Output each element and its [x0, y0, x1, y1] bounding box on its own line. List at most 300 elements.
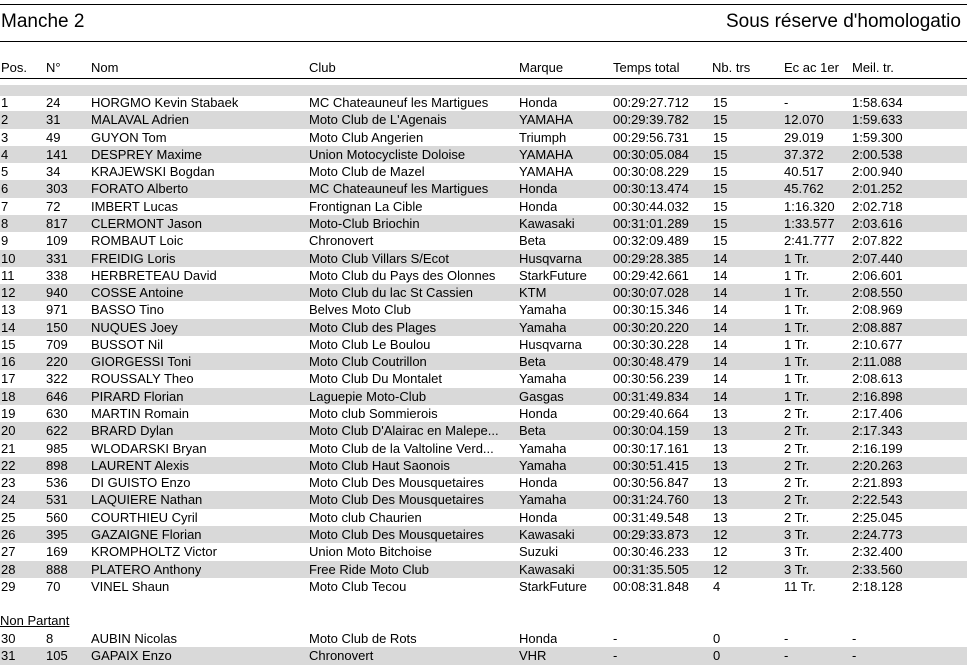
table-row	[0, 301, 967, 318]
cell-marque: StarkFuture	[519, 578, 587, 594]
non-partant-label: Non Partant	[0, 613, 70, 628]
cell-pos: 6	[1, 181, 9, 197]
cell-club: Moto Club Du Montalet	[309, 371, 442, 387]
cell-temps: 00:31:49.548	[613, 509, 689, 525]
cell-ecart: 2:41.777	[784, 233, 835, 249]
cell-meil: 2:08.550	[852, 285, 903, 301]
cell-ecart: 1 Tr.	[784, 250, 810, 266]
cell-num: 220	[46, 354, 68, 370]
cell-meil: 2:03.616	[852, 215, 903, 231]
cell-marque: Yamaha	[519, 371, 567, 387]
cell-trs: 0	[713, 631, 721, 646]
cell-meil: 2:08.887	[852, 319, 903, 335]
cell-pos: 20	[1, 423, 16, 439]
cell-temps: 00:29:42.661	[613, 267, 689, 283]
cell-meil: 2:08.969	[852, 302, 903, 318]
cell-num: 622	[46, 423, 68, 439]
cell-meil: 2:08.613	[852, 371, 903, 387]
cell-marque: Yamaha	[519, 302, 567, 318]
cell-marque: Yamaha	[519, 492, 567, 508]
cell-nom: NUQUES Joey	[91, 319, 178, 335]
table-row	[0, 180, 967, 197]
cell-temps: 00:30:46.233	[613, 544, 689, 560]
cell-meil: 1:59.300	[852, 129, 903, 145]
cell-meil: 2:25.045	[852, 509, 903, 525]
cell-marque: VHR	[519, 648, 547, 664]
cell-trs: 12	[713, 544, 728, 560]
cell-marque: YAMAHA	[519, 112, 573, 128]
cell-temps: 00:30:15.346	[613, 302, 689, 318]
cell-trs: 14	[713, 388, 728, 404]
cell-nom: KRAJEWSKI Bogdan	[91, 164, 215, 180]
cell-trs: 4	[713, 578, 721, 594]
cell-ecart: 37.372	[784, 146, 824, 162]
cell-trs: 13	[713, 440, 728, 456]
cell-num: 109	[46, 233, 68, 249]
cell-nom: LAURENT Alexis	[91, 457, 190, 473]
cell-club: Moto Club de L'Agenais	[309, 112, 447, 128]
cell-marque: YAMAHA	[519, 164, 573, 180]
cell-num: 303	[46, 181, 68, 197]
cell-num: 31	[46, 112, 61, 128]
cell-pos: 27	[1, 544, 16, 560]
homologation-note: Sous réserve d'homologatio	[726, 11, 961, 32]
cell-num: 709	[46, 336, 68, 352]
cell-num: 971	[46, 302, 68, 318]
cell-club: Moto Club Angerien	[309, 129, 424, 145]
table-row	[0, 630, 967, 647]
cell-num: 898	[46, 457, 68, 473]
cell-ecart: 3 Tr.	[784, 527, 810, 542]
cell-temps: 00:30:08.229	[613, 164, 689, 180]
table-row	[0, 388, 967, 405]
top-rule	[0, 4, 967, 5]
cell-marque: StarkFuture	[519, 267, 587, 283]
cell-trs: 13	[713, 423, 728, 439]
table-row	[0, 474, 967, 491]
cell-meil: 2:16.898	[852, 388, 903, 404]
cell-pos: 25	[1, 509, 16, 525]
cell-trs: 15	[713, 129, 728, 145]
cell-nom: HERBRETEAU David	[91, 267, 217, 283]
cell-temps: 00:30:07.028	[613, 285, 689, 301]
cell-num: 141	[46, 146, 68, 162]
cell-temps: 00:29:33.873	[613, 527, 689, 542]
cell-club: Moto Club Coutrillon	[309, 354, 427, 370]
cell-marque: Kawasaki	[519, 527, 575, 542]
cell-club: Laguepie Moto-Club	[309, 388, 427, 404]
cell-nom: FORATO Alberto	[91, 181, 189, 197]
cell-ecart: 1 Tr.	[784, 302, 810, 318]
cell-meil: 2:07.440	[852, 250, 903, 266]
cell-ecart: 1:16.320	[784, 198, 835, 214]
cell-ecart: -	[784, 631, 789, 646]
cell-trs: 14	[713, 302, 728, 318]
cell-trs: 15	[713, 95, 728, 110]
cell-club: Moto Club Des Mousquetaires	[309, 527, 484, 542]
cell-meil: 2:17.406	[852, 406, 903, 422]
cell-pos: 26	[1, 527, 16, 542]
cell-club: Chronovert	[309, 648, 374, 664]
cell-nom: ROUSSALY Theo	[91, 371, 194, 387]
table-row	[0, 336, 967, 353]
cell-nom: WLODARSKI Bryan	[91, 440, 207, 456]
table-row	[0, 111, 967, 128]
cell-temps: 00:30:20.220	[613, 319, 689, 335]
cell-ecart: 3 Tr.	[784, 561, 810, 577]
cell-marque: Gasgas	[519, 388, 564, 404]
cell-ecart: 45.762	[784, 181, 824, 197]
cell-meil: 2:11.088	[852, 354, 902, 370]
cell-ecart: 1 Tr.	[784, 371, 810, 387]
cell-club: Union Moto Bitchoise	[309, 544, 432, 560]
cell-temps: -	[613, 648, 618, 664]
table-row	[0, 457, 967, 474]
cell-pos: 16	[1, 354, 16, 370]
cell-ecart: -	[784, 648, 789, 664]
table-row	[0, 440, 967, 457]
cell-meil: 2:32.400	[852, 544, 903, 560]
cell-meil: 2:33.560	[852, 561, 903, 577]
cell-club: Union Motocycliste Doloise	[309, 146, 466, 162]
cell-marque: Beta	[519, 423, 546, 439]
cell-meil: 2:06.601	[852, 267, 903, 283]
cell-club: Moto Club du lac St Cassien	[309, 285, 474, 301]
cell-ecart: 1 Tr.	[784, 388, 810, 404]
cell-marque: Beta	[519, 233, 546, 249]
cell-pos: 7	[1, 198, 9, 214]
cell-club: Moto Club Le Boulou	[309, 336, 431, 352]
cell-ecart: 1 Tr.	[784, 354, 810, 370]
cell-ecart: 2 Tr.	[784, 509, 810, 525]
cell-meil: 2:17.343	[852, 423, 903, 439]
cell-num: 888	[46, 561, 68, 577]
cell-club: MC Chateauneuf les Martigues	[309, 181, 489, 197]
cell-club: Moto Club de Rots	[309, 631, 417, 646]
header-club: Club	[309, 60, 336, 75]
header-ecart: Ec ac 1er	[784, 60, 839, 75]
cell-ecart: 2 Tr.	[784, 492, 810, 508]
cell-pos: 22	[1, 457, 16, 473]
cell-temps: 00:30:17.161	[613, 440, 689, 456]
cell-trs: 14	[713, 354, 728, 370]
cell-num: 531	[46, 492, 68, 508]
cell-club: Moto Club Des Mousquetaires	[309, 492, 484, 508]
cell-nom: CLERMONT Jason	[91, 215, 203, 231]
cell-ecart: 11 Tr.	[784, 578, 816, 594]
cell-marque: Honda	[519, 198, 558, 214]
cell-temps: 00:29:27.712	[613, 95, 689, 110]
cell-temps: 00:30:56.239	[613, 371, 689, 387]
table-row	[0, 319, 967, 336]
cell-marque: Yamaha	[519, 319, 567, 335]
cell-meil: 2:07.822	[852, 233, 903, 249]
table-row	[0, 129, 967, 146]
cell-trs: 15	[713, 181, 728, 197]
cell-temps: 00:31:35.505	[613, 561, 689, 577]
cell-temps: 00:30:05.084	[613, 146, 689, 162]
cell-club: Moto Club Tecou	[309, 578, 407, 594]
cell-club: Moto club Chaurien	[309, 509, 422, 525]
cell-trs: 14	[713, 319, 728, 335]
cell-nom: COURTHIEU Cyril	[91, 509, 198, 525]
cell-nom: GAZAIGNE Florian	[91, 527, 202, 542]
cell-meil: -	[852, 648, 857, 664]
cell-marque: Suzuki	[519, 544, 559, 560]
header-pos: Pos.	[1, 60, 28, 75]
cell-ecart: 2 Tr.	[784, 475, 810, 491]
cell-nom: PLATERO Anthony	[91, 561, 202, 577]
cell-pos: 23	[1, 475, 16, 491]
cell-pos: 17	[1, 371, 16, 387]
cell-ecart: 2 Tr.	[784, 440, 810, 456]
cell-num: 322	[46, 371, 68, 387]
cell-trs: 15	[713, 164, 728, 180]
cell-num: 8	[46, 631, 54, 646]
header-num: N°	[46, 60, 61, 75]
cell-nom: GUYON Tom	[91, 129, 167, 145]
cell-pos: 14	[1, 319, 16, 335]
cell-meil: 2:21.893	[852, 475, 903, 491]
header-marque: Marque	[519, 60, 564, 75]
cell-meil: 1:59.633	[852, 112, 903, 128]
cell-ecart: 2 Tr.	[784, 457, 810, 473]
cell-temps: 00:30:56.847	[613, 475, 689, 491]
cell-club: Moto Club D'Alairac en Malepe...	[309, 423, 499, 439]
cell-num: 338	[46, 267, 68, 283]
cell-pos: 5	[1, 164, 9, 180]
cell-nom: LAQUIERE Nathan	[91, 492, 203, 508]
cell-club: MC Chateauneuf les Martigues	[309, 95, 489, 110]
cell-meil: 2:18.128	[852, 578, 903, 594]
cell-meil: 2:24.773	[852, 527, 903, 542]
cell-meil: 2:10.677	[852, 336, 903, 352]
cell-num: 560	[46, 509, 68, 525]
cell-temps: 00:31:24.760	[613, 492, 689, 508]
cell-nom: GAPAIX Enzo	[91, 648, 172, 664]
cell-ecart: 1 Tr.	[784, 285, 810, 301]
cell-marque: YAMAHA	[519, 146, 573, 162]
cell-temps: 00:30:13.474	[613, 181, 689, 197]
cell-temps: 00:30:30.228	[613, 336, 689, 352]
cell-pos: 10	[1, 250, 16, 266]
cell-trs: 12	[713, 561, 728, 577]
cell-trs: 0	[713, 648, 721, 664]
cell-ecart: 2 Tr.	[784, 406, 810, 422]
cell-nom: BRARD Dylan	[91, 423, 174, 439]
cell-nom: BASSO Tino	[91, 302, 164, 318]
cell-temps: -	[613, 631, 618, 646]
table-row	[0, 267, 967, 284]
cell-nom: HORGMO Kevin Stabaek	[91, 95, 239, 110]
cell-club: Moto Club Des Mousquetaires	[309, 475, 484, 491]
cell-marque: Yamaha	[519, 457, 567, 473]
table-row	[0, 250, 967, 267]
cell-num: 70	[46, 578, 61, 594]
cell-nom: MALAVAL Adrien	[91, 112, 190, 128]
cell-ecart: 2 Tr.	[784, 423, 810, 439]
cell-trs: 15	[713, 233, 728, 249]
cell-nom: IMBERT Lucas	[91, 198, 178, 214]
table-row	[0, 526, 967, 543]
cell-nom: MARTIN Romain	[91, 406, 190, 422]
cell-trs: 15	[713, 112, 728, 128]
table-row	[0, 578, 967, 595]
cell-marque: Yamaha	[519, 440, 567, 456]
cell-trs: 15	[713, 198, 728, 214]
cell-num: 105	[46, 648, 68, 664]
cell-pos: 15	[1, 336, 16, 352]
cell-pos: 2	[1, 112, 9, 128]
cell-trs: 13	[713, 492, 728, 508]
cell-temps: 00:08:31.848	[613, 578, 689, 594]
cell-nom: DI GUISTO Enzo	[91, 475, 191, 491]
cell-trs: 12	[713, 527, 728, 542]
cell-meil: 2:02.718	[852, 198, 903, 214]
page-title: Manche 2	[1, 11, 85, 32]
cell-pos: 4	[1, 146, 9, 162]
cell-temps: 00:30:48.479	[613, 354, 689, 370]
cell-club: Chronovert	[309, 233, 374, 249]
cell-marque: Honda	[519, 406, 558, 422]
table-row	[0, 163, 967, 180]
table-row	[0, 284, 967, 301]
cell-marque: KTM	[519, 285, 547, 301]
table-row	[0, 491, 967, 508]
cell-club: Moto-Club Briochin	[309, 215, 420, 231]
cell-marque: Honda	[519, 631, 558, 646]
cell-pos: 19	[1, 406, 16, 422]
cell-marque: Honda	[519, 181, 558, 197]
cell-pos: 18	[1, 388, 16, 404]
cell-marque: Honda	[519, 95, 558, 110]
cell-nom: VINEL Shaun	[91, 578, 170, 594]
cell-club: Moto club Sommierois	[309, 406, 438, 422]
cell-marque: Beta	[519, 354, 546, 370]
table-row	[0, 146, 967, 163]
table-row	[0, 370, 967, 387]
cell-trs: 13	[713, 406, 728, 422]
cell-temps: 00:31:49.834	[613, 388, 689, 404]
cell-meil: 2:00.940	[852, 164, 903, 180]
cell-ecart: 12.070	[784, 112, 824, 128]
cell-pos: 31	[1, 648, 16, 664]
cell-nom: KROMPHOLTZ Victor	[91, 544, 217, 560]
cell-temps: 00:30:04.159	[613, 423, 689, 439]
cell-meil: 2:22.543	[852, 492, 903, 508]
cell-marque: Honda	[519, 475, 558, 491]
cell-club: Moto Club Haut Saonois	[309, 457, 450, 473]
cell-num: 49	[46, 129, 61, 145]
cell-meil: 1:58.634	[852, 95, 903, 110]
table-row	[0, 405, 967, 422]
cell-nom: ROMBAUT Loic	[91, 233, 184, 249]
header-nom: Nom	[91, 60, 119, 75]
cell-ecart: 40.517	[784, 164, 824, 180]
cell-pos: 21	[1, 440, 16, 456]
cell-trs: 14	[713, 250, 728, 266]
cell-pos: 29	[1, 578, 16, 594]
cell-nom: DESPREY Maxime	[91, 146, 203, 162]
cell-num: 985	[46, 440, 68, 456]
cell-marque: Kawasaki	[519, 561, 575, 577]
cell-club: Frontignan La Cible	[309, 198, 423, 214]
cell-club: Free Ride Moto Club	[309, 561, 429, 577]
cell-nom: BUSSOT Nil	[91, 336, 163, 352]
cell-pos: 1	[1, 95, 9, 110]
table-row	[0, 509, 967, 526]
cell-club: Belves Moto Club	[309, 302, 411, 318]
cell-num: 395	[46, 527, 68, 542]
cell-temps: 00:30:51.415	[613, 457, 689, 473]
cell-marque: Kawasaki	[519, 215, 575, 231]
cell-temps: 00:32:09.489	[613, 233, 689, 249]
cell-ecart: 3 Tr.	[784, 544, 810, 560]
cell-club: Moto Club de la Valtoline Verd...	[309, 440, 494, 456]
cell-num: 630	[46, 406, 68, 422]
table-row	[0, 198, 967, 215]
cell-trs: 13	[713, 475, 728, 491]
cell-nom: PIRARD Florian	[91, 388, 184, 404]
cell-trs: 15	[713, 146, 728, 162]
cell-marque: Triumph	[519, 129, 567, 145]
cell-club: Moto Club du Pays des Olonnes	[309, 267, 496, 283]
cell-nom: COSSE Antoine	[91, 285, 184, 301]
cell-num: 817	[46, 215, 68, 231]
cell-temps: 00:31:01.289	[613, 215, 689, 231]
cell-temps: 00:29:39.782	[613, 112, 689, 128]
cell-pos: 30	[1, 631, 16, 646]
cell-num: 331	[46, 250, 68, 266]
cell-pos: 9	[1, 233, 9, 249]
cell-nom: FREIDIG Loris	[91, 250, 176, 266]
cell-pos: 12	[1, 285, 16, 301]
cell-num: 169	[46, 544, 68, 560]
cell-meil: -	[852, 631, 857, 646]
cell-pos: 8	[1, 215, 9, 231]
table-row	[0, 422, 967, 439]
cell-temps: 00:30:44.032	[613, 198, 689, 214]
table-row	[0, 215, 967, 232]
cell-pos: 24	[1, 492, 16, 508]
cell-trs: 14	[713, 285, 728, 301]
cell-num: 150	[46, 319, 68, 335]
cell-ecart: 1 Tr.	[784, 319, 810, 335]
cell-club: Moto Club des Plages	[309, 319, 437, 335]
cell-marque: Husqvarna	[519, 336, 582, 352]
header-temps: Temps total	[613, 60, 680, 75]
cell-temps: 00:29:56.731	[613, 129, 689, 145]
table-row	[0, 232, 967, 249]
cell-ecart: -	[784, 95, 789, 110]
header-meil: Meil. tr.	[852, 60, 894, 75]
cell-trs: 14	[713, 336, 728, 352]
cell-meil: 2:20.263	[852, 457, 903, 473]
cell-num: 24	[46, 95, 61, 110]
cell-ecart: 29.019	[784, 129, 824, 145]
cell-nom: AUBIN Nicolas	[91, 631, 177, 646]
cell-num: 34	[46, 164, 61, 180]
table-row	[0, 647, 967, 664]
cell-num: 646	[46, 388, 68, 404]
cell-club: Moto Club Villars S/Ecot	[309, 250, 449, 266]
cell-marque: Husqvarna	[519, 250, 582, 266]
cell-meil: 2:01.252	[852, 181, 903, 197]
cell-pos: 3	[1, 129, 9, 145]
cell-trs: 13	[713, 457, 728, 473]
cell-pos: 11	[1, 267, 15, 283]
cell-num: 536	[46, 475, 68, 491]
